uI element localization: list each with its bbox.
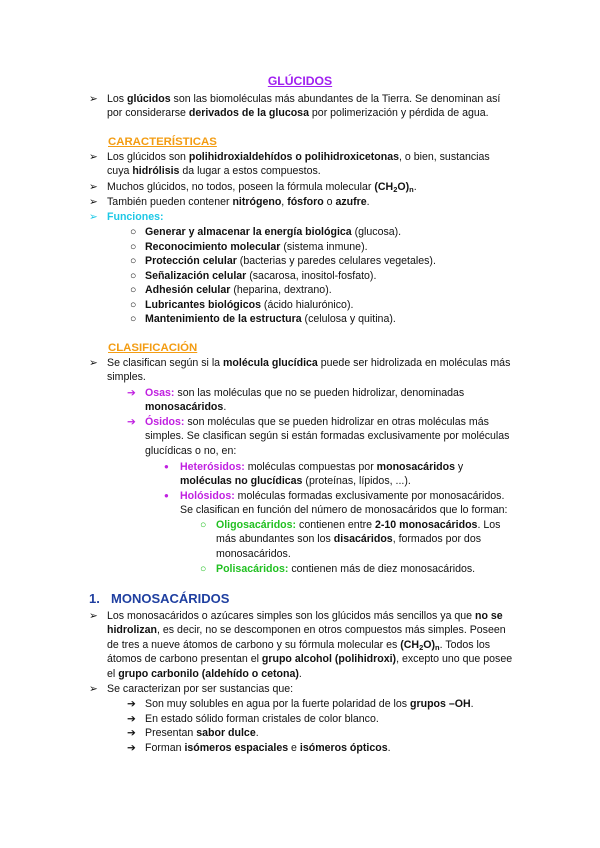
funcion-item: ○ Lubricantes biológicos (ácido hialurónico). [130,299,354,311]
funcion-item: ○ Adhesión celular (heparina, dextrano). [130,284,332,296]
heterosidos-item: ● Heterósidos: moléculas compuestas por monosacáridos y moléculas no glucídicas (proteínas, lípidos, ...). [164,461,464,488]
polisacaridos-item: ○ Polisacáridos: contienen más de diez monosacáridos. [200,563,476,575]
arrowhead-bullet-icon: ➢ [89,683,98,695]
arrowhead-bullet-icon: ➢ [89,151,98,163]
arrow-bullet-icon: ➔ [127,713,136,725]
osidos-item: ➔ Ósidos: son moléculas que se pueden hidrolizar en otras moléculas más simples. Se clasifican según si están formadas exclusivamente por moléculas glucídicas o no, en: [127,416,510,457]
funciones-label: ➢ Funciones: [89,211,164,223]
arrow-bullet-icon: ➔ [127,698,136,710]
arrowhead-bullet-icon: ➢ [89,610,98,622]
circle-bullet-icon: ○ [130,284,137,296]
page-title: GLÚCIDOS [267,74,333,88]
propiedad-item: ➔ Forman isómeros espaciales e isómeros ópticos. [127,742,391,754]
arrowhead-bullet-icon: ➢ [89,211,98,223]
monosacaridos-paragraph: ➢ Los monosacáridos o azúcares simples son los glúcidos más sencillos ya que no se hidrolizan, es decir, no se descomponen en otros compuestos más simples. Poseen de tres a nueve átomos de carbono y su fórmula molecular es $(CH_2O)_n$. Todos los átomos de carbono presentan el grupo alcohol (polihidroxi), excepto uno que posee el grupo carbonilo (aldehído o cetona). [89,610,513,680]
propiedad-item: ➔ Son muy solubles en agua por la fuerte polaridad de los grupos –OH. [127,698,474,710]
funcion-item: ○ Señalización celular (sacarosa, inositol-fosfato). [130,270,377,282]
osas-item: ➔ Osas: son las moléculas que no se pueden hidrolizar, denominadas monosacáridos. [127,387,465,414]
section-number: 1. [89,591,100,606]
circle-bullet-icon: ○ [130,299,137,311]
arrowhead-bullet-icon: ➢ [89,181,98,193]
monosacaridos-caracteristicas-intro: ➢ Se caracterizan por ser sustancias que: [89,683,294,695]
circle-bullet-icon: ○ [130,270,137,282]
funcion-item: ○ Generar y almacenar la energía biológica (glucosa). [130,226,402,238]
arrow-bullet-icon: ➔ [127,387,136,399]
dot-bullet-icon: ● [164,462,169,471]
arrow-bullet-icon: ➔ [127,742,136,754]
circle-bullet-icon: ○ [130,241,137,253]
intro-paragraph: ➢ Los glúcidos son las biomoléculas más abundantes de la Tierra. Se denominan así por considerarse derivados de la glucosa por polimerización y pérdida de agua. [89,93,501,120]
propiedad-item: ➔ Presentan sabor dulce. [127,727,259,739]
circle-bullet-icon: ○ [130,313,137,325]
dot-bullet-icon: ● [164,491,169,500]
funcion-item: ○ Mantenimiento de la estructura (celulosa y quitina). [130,313,396,325]
holosidos-item: ● Holósidos: moléculas formadas exclusivamente por monosacáridos. Se clasifican en función del número de monosacáridos que lo forman: [164,490,508,517]
caracteristicas-item-1: ➢ Los glúcidos son polihidroxialdehídos o polihidroxicetonas, o bien, sustancias cuya hidrólisis da lugar a estos compuestos. [89,151,490,178]
arrowhead-bullet-icon: ➢ [89,357,98,369]
clasificacion-intro: ➢ Se clasifican según si la molécula glucídica puede ser hidrolizada en moléculas más simples. [89,357,511,384]
section-title: MONOSACÁRIDOS [111,591,230,606]
circle-bullet-icon: ○ [130,255,137,267]
circle-bullet-icon: ○ [200,519,207,531]
funcion-item: ○ Protección celular (bacterias y paredes celulares vegetales). [130,255,436,267]
heading-caracteristicas: CARACTERÍSTICAS [108,136,217,148]
caracteristicas-item-3: ➢ También pueden contener nitrógeno, fósforo o azufre. [89,196,370,208]
arrowhead-bullet-icon: ➢ [89,93,98,105]
circle-bullet-icon: ○ [130,226,137,238]
arrow-bullet-icon: ➔ [127,416,136,428]
heading-monosacaridos [89,592,229,606]
oligosacaridos-item: ○ Oligosacáridos: contienen entre 2-10 monosacáridos. Los más abundantes son los disacáridos, formados por dos monosacáridos. [200,519,501,560]
arrowhead-bullet-icon: ➢ [89,196,98,208]
caracteristicas-item-2: ➢ Muchos glúcidos, no todos, poseen la fórmula molecular $(CH_2O)_n$. [89,181,417,194]
propiedad-item: ➔ En estado sólido forman cristales de color blanco. [127,713,379,725]
heading-clasificacion: CLASIFICACIÓN [108,342,198,354]
circle-bullet-icon: ○ [200,563,207,575]
arrow-bullet-icon: ➔ [127,727,136,739]
funcion-item: ○ Reconocimiento molecular (sistema inmune). [130,241,368,253]
